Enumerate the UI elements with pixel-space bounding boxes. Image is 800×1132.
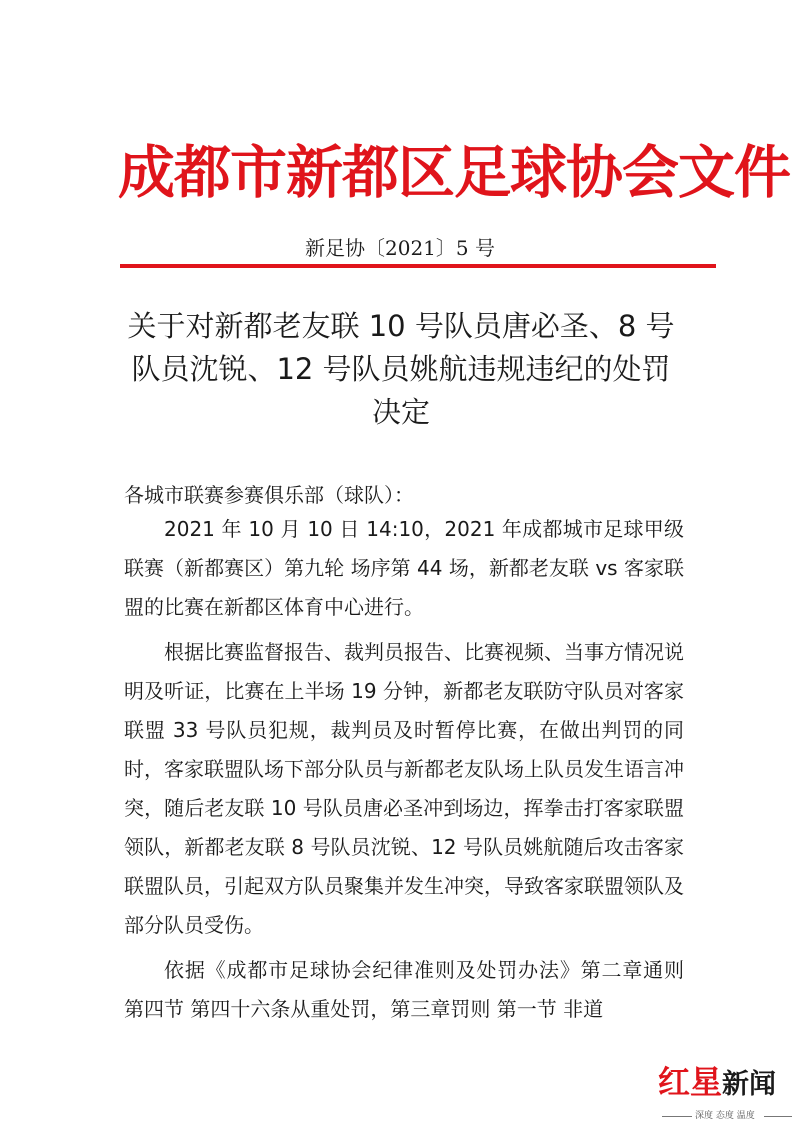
document-body <box>124 510 684 1035</box>
watermark-tagline: 深度 态度 温度 <box>695 1111 755 1121</box>
news-watermark <box>658 1064 794 1124</box>
body-paragraph: 2021 年 10 月 10 日 14:10，2021 年成都城市足球甲级联赛（新都赛区）第九轮 场序第 44 场，新都老友联 vs 客家联盟的比赛在新都区体育中心进行。 <box>124 517 684 619</box>
body-paragraph: 依据《成都市足球协会纪律准则及处罚办法》第二章通则 第四节 第四十六条从重处罚，第三章罚则 第一节 非道 <box>124 958 684 1021</box>
watermark-rule-right <box>764 1116 792 1117</box>
watermark-rule-left <box>662 1116 692 1117</box>
watermark-logo <box>658 1064 794 1103</box>
document-heading: 关于对新都老友联 10 号队员唐必圣、8 号队员沈锐、12 号队员姚航违规违纪的处罚决定 <box>127 309 675 429</box>
salutation: 各城市联赛参赛俱乐部（球队）： <box>124 483 414 507</box>
body-paragraph: 根据比赛监督报告、裁判员报告、比赛视频、当事方情况说明及听证，比赛在上半场 19 分钟，新都老友联防守队员对客家联盟 33 号队员犯规，裁判员及时暂停比赛，在做出判罚的同时，客家联盟队场下部分队员与新都老友队场上队员发生语言冲突，随后老友联 10 号队员唐必圣冲到场边，挥拳击打客家联盟领队，新都老友联 8 号队员沈锐、12 号队员姚航随后攻击客家联盟队员，引起双方队员聚集并发生冲突，导致客家联盟领队及部分队员受伤。 <box>124 640 684 937</box>
header-divider <box>120 264 716 268</box>
watermark-brand-black: 新闻 <box>722 1069 777 1100</box>
document-header-title: 成都市新都区足球协会文件 <box>118 140 790 206</box>
watermark-brand-red: 红星 <box>658 1063 723 1101</box>
document-number: 新足协〔2021〕5 号 <box>305 236 495 260</box>
